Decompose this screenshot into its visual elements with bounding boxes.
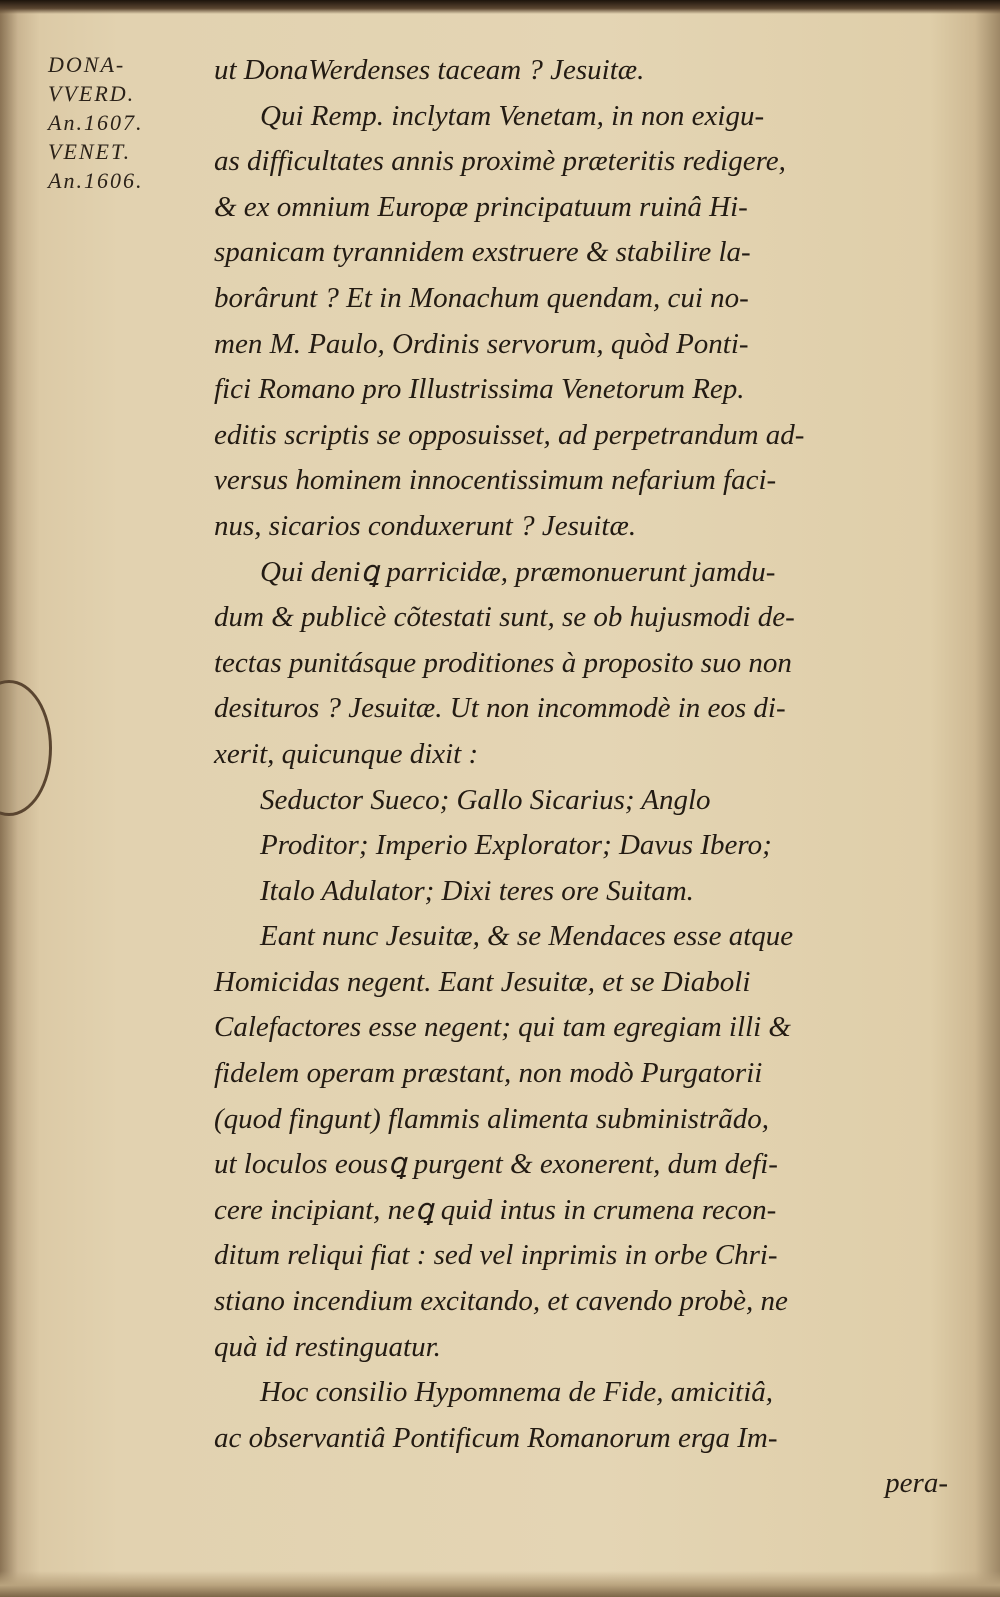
text-line: Hoc consilio Hypomnema de Fide, amicitiâ, (260, 1376, 774, 1409)
text-line: Qui Remp. inclytam Venetam, in non exigu- (260, 99, 765, 132)
text-line: Qui deniꝗ parricidæ, præmonuerunt jamdu- (260, 555, 776, 588)
text-line: dum & publicè cõtestati sunt, se ob hujusmodi de- (214, 601, 795, 634)
text-line: stiano incendium excitando, et cavendo probè, ne (214, 1285, 788, 1318)
text-line: xerit, quicunque dixit : (214, 737, 479, 770)
margin-notes (48, 50, 198, 195)
margin-note-line: An.1606. (48, 168, 144, 193)
margin-note-line: DONA- (48, 52, 126, 77)
text-line: spanicam tyrannidem exstruere & stabilire la- (214, 236, 751, 269)
text-line: men M. Paulo, Ordinis servorum, quòd Ponti- (214, 327, 749, 360)
text-line: versus hominem innocentissimum nefarium faci- (214, 464, 777, 497)
text-line: editis scriptis se opposuisset, ad perpetrandum ad- (214, 418, 805, 451)
text-line: cere incipiant, neꝗ quid intus in crumena recon- (214, 1193, 777, 1226)
text-line: ditum reliqui fiat : sed vel inprimis in orbe Chri- (214, 1239, 778, 1272)
page-top-shadow (0, 0, 1000, 14)
catchword: pera- (885, 1467, 948, 1500)
margin-note-line: VENET. (48, 139, 132, 164)
text-line: as difficultates annis proximè præteritis redigere, (214, 145, 786, 178)
text-line: quà id restinguatur. (214, 1330, 441, 1363)
margin-note-line: An.1607. (48, 110, 144, 135)
text-line: Calefactores esse negent; qui tam egregiam illi & (214, 1011, 791, 1044)
text-line: desituros ? Jesuitæ. Ut non incommodè in eos di- (214, 692, 786, 725)
text-line: ac observantiâ Pontificum Romanorum erga Im- (214, 1421, 778, 1454)
page-tab-marker (0, 680, 52, 816)
text-line: (quod fingunt) flammis alimenta subministrãdo, (214, 1102, 770, 1135)
verse-line: Italo Adulator; Dixi teres ore Suitam. (260, 874, 694, 907)
text-line: & ex omnium Europæ principatuum ruinâ Hi- (214, 190, 748, 223)
verse-line: Seductor Sueco; Gallo Sicarius; Anglo (260, 783, 711, 816)
main-text (214, 48, 954, 1507)
margin-note-line: VVERD. (48, 81, 136, 106)
page-bottom-edge (0, 1571, 1000, 1597)
text-line: nus, sicarios conduxerunt ? Jesuitæ. (214, 509, 637, 542)
verse-line: Proditor; Imperio Explorator; Davus Ibero; (260, 829, 772, 862)
text-line: Homicidas negent. Eant Jesuitæ, et se Diaboli (214, 965, 751, 998)
text-line: Eant nunc Jesuitæ, & se Mendaces esse atque (260, 920, 794, 953)
text-line: fici Romano pro Illustrissima Venetorum Rep. (214, 373, 745, 406)
text-line: borârunt ? Et in Monachum quendam, cui no- (214, 281, 749, 314)
text-line: ut loculos eousꝗ purgent & exonerent, dum defi- (214, 1148, 778, 1181)
text-line: fidelem operam præstant, non modò Purgatorii (214, 1057, 763, 1090)
text-line: tectas punitásque proditiones à proposito suo non (214, 646, 792, 679)
text-line: ut DonaWerdenses taceam ? Jesuitæ. (214, 54, 645, 86)
